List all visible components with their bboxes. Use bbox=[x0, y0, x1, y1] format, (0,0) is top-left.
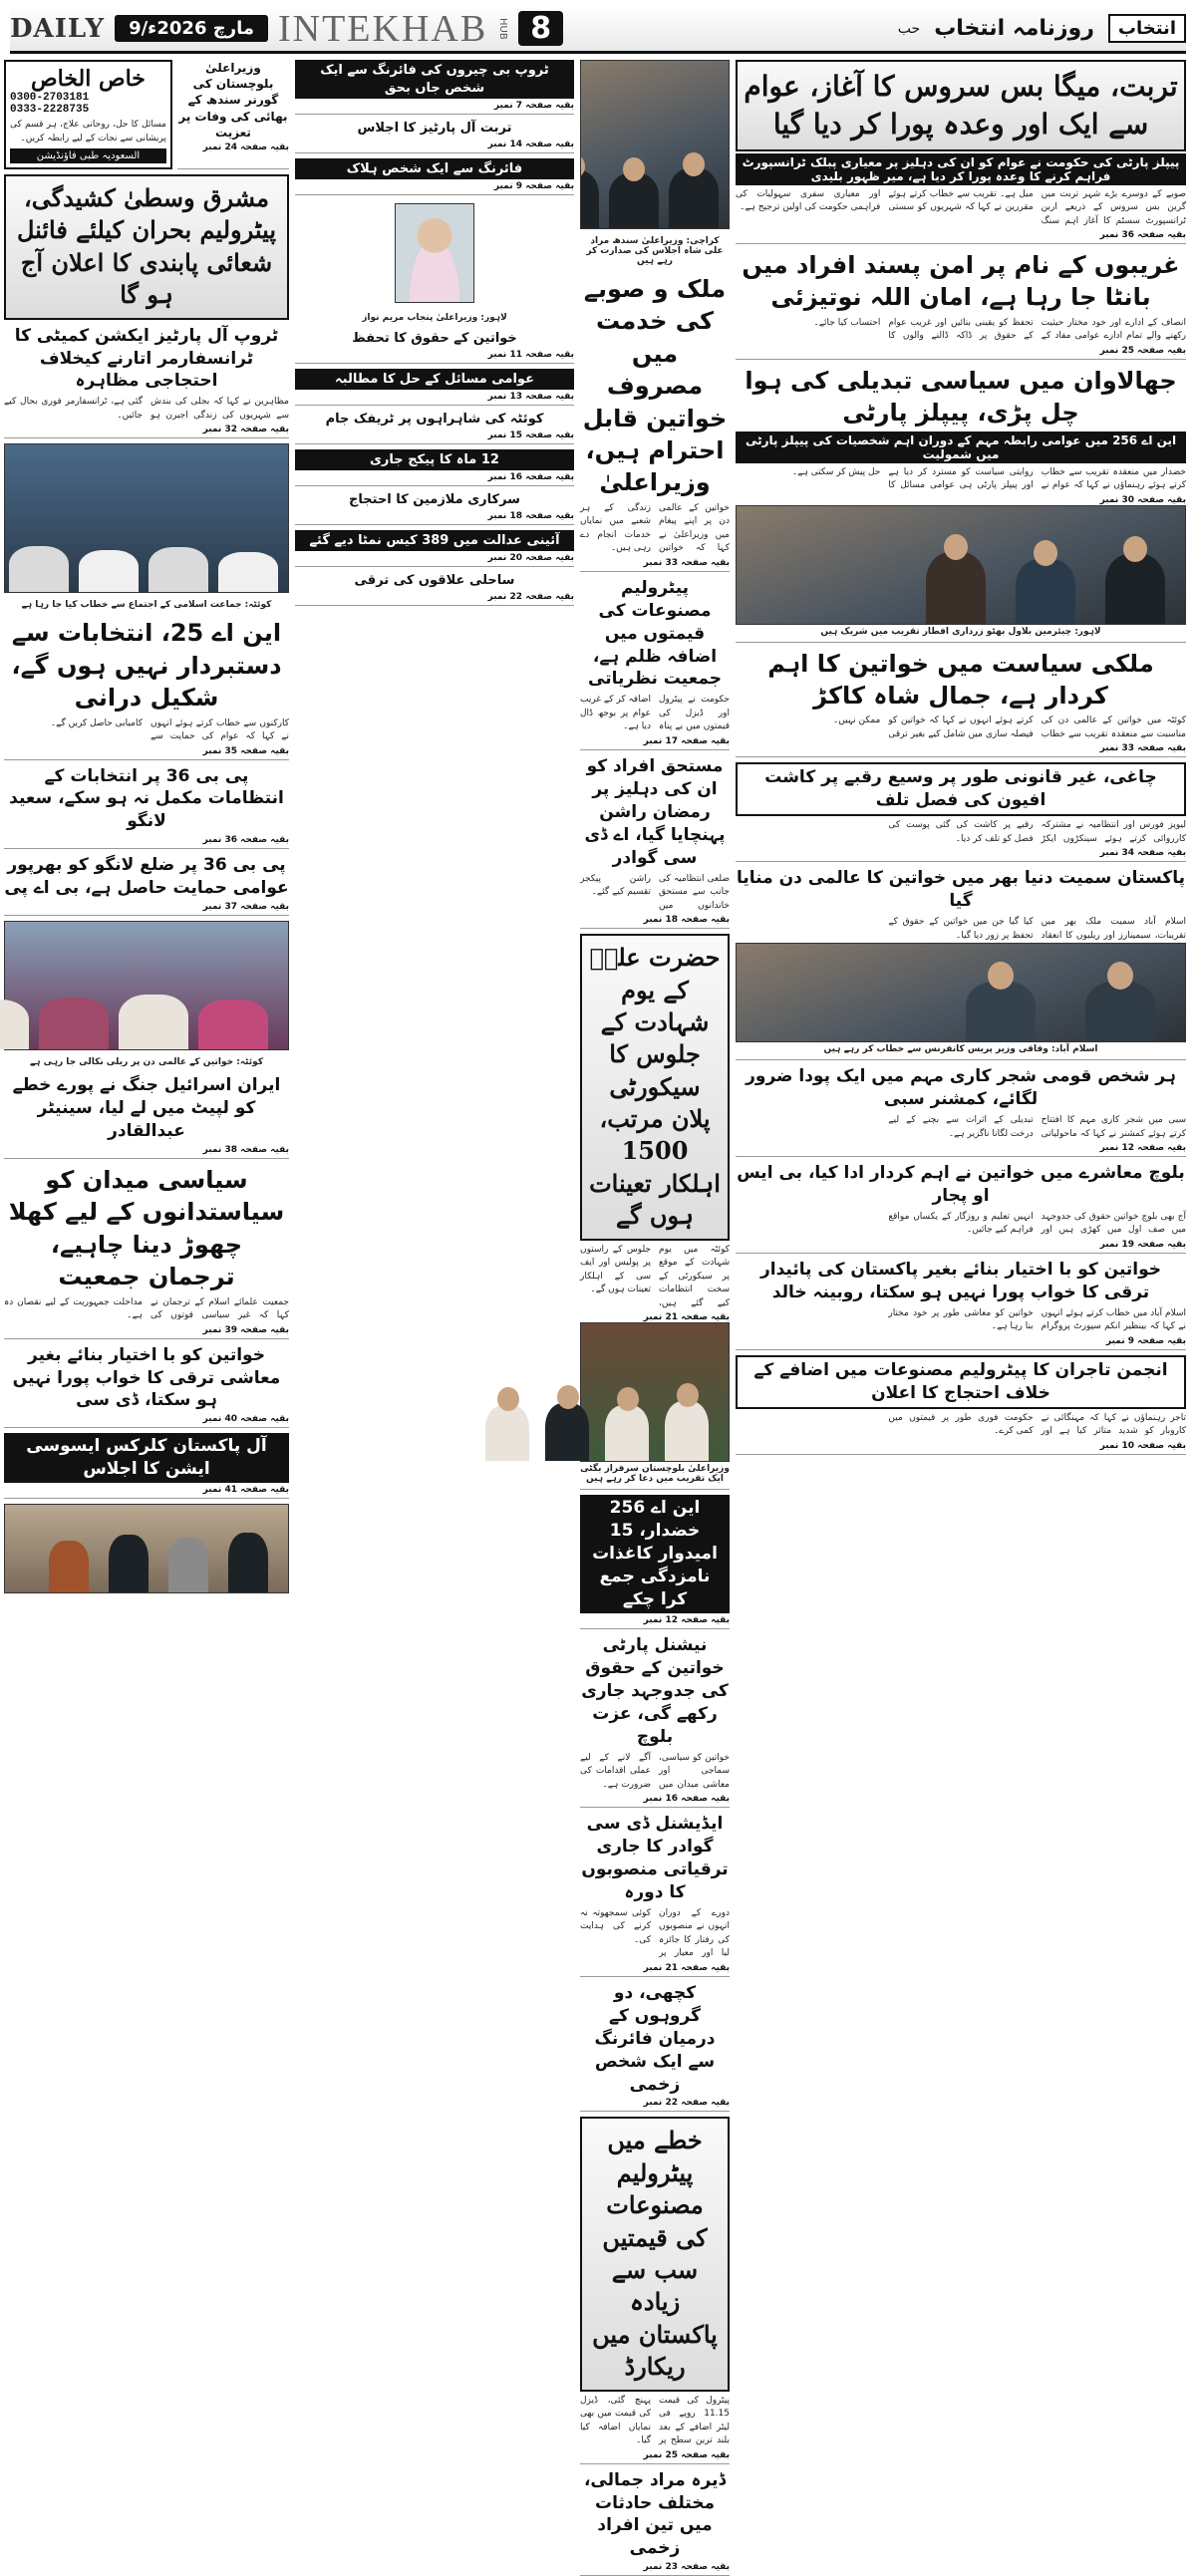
story-continued: بقیہ صفحہ 33 نمبر bbox=[643, 557, 730, 568]
story-mr-6 bbox=[580, 1813, 730, 1977]
brief-continued: بقیہ صفحہ 18 نمبر bbox=[487, 510, 574, 521]
left-top-row bbox=[4, 60, 289, 169]
photo-caption: وزیراعلیٰ بلوچستان سرفراز بگٹی ایک تقریب میں دعا کر رہے ہیں bbox=[580, 1464, 730, 1485]
brief-continued: بقیہ صفحہ 7 نمبر bbox=[493, 101, 574, 112]
story-headline: ملک و صوبے کی خدمت میں مصروف خواتین قابل احترام ہیں، وزیراعلیٰ bbox=[582, 275, 728, 497]
story-headline: ایران اسرائیل جنگ نے پورے خطے کو لپیٹ میں لے لیا، سینیٹر عبدالقادر bbox=[12, 1075, 281, 1142]
column-mid-right bbox=[580, 60, 730, 2576]
story-headline: حضرت علیؑ کے یوم شہادت کے جلوس کا سیکورٹی پلان مرتب، 1500 اہلکار تعینات ہوں گے bbox=[580, 934, 730, 1241]
story-right-4 bbox=[736, 648, 1186, 758]
photo-press-conference bbox=[736, 943, 1186, 1042]
story-body: اسلام آباد میں خطاب کرتے ہوئے انہوں نے کہا کہ بینظیر انکم سپورٹ پروگرام خواتین کو معاشی طور پر خود مختار بنا رہا ہے۔ bbox=[888, 1307, 1186, 1332]
story-body: سبی میں شجر کاری مہم کا افتتاح کرتے ہوئے کمشنر نے کہا کہ ماحولیاتی تبدیلی کے اثرات سے بچنے کے لیے درخت لگانا ناگزیر ہے۔ bbox=[888, 1115, 1186, 1139]
story-left-6 bbox=[4, 1164, 289, 1339]
story-mr-5 bbox=[580, 1634, 730, 1808]
story-mr-2 bbox=[580, 577, 730, 750]
story-body: خواتین کے عالمی دن پر اپنے پیغام میں وزیراعلیٰ نے کہا کہ خواتین زندگی کے ہر شعبے میں نمایاں خدمات انجام دے رہی ہیں۔ bbox=[580, 502, 730, 554]
story-mr-7 bbox=[580, 1982, 730, 2113]
story-headline: پاکستان سمیت دنیا بھر میں خواتین کا عالمی دن منایا گیا bbox=[737, 868, 1185, 912]
masthead-daily: DAILY bbox=[10, 13, 106, 44]
brief-4 bbox=[295, 369, 574, 407]
ad-phone-1[interactable]: 0300-2703181 bbox=[10, 92, 90, 104]
story-headline: غریبوں کے نام پر امن پسند افراد میں بانٹا جا رہا ہے، امان اللہ نوتیزئی bbox=[742, 251, 1180, 312]
story-left-3 bbox=[4, 765, 289, 850]
column-right bbox=[736, 60, 1186, 2576]
story-headline: ہر شخص قومی شجر کاری مہم میں ایک پودا ضرور لگائے، کمشنر سبی bbox=[746, 1066, 1176, 1110]
photo-caption: کوئٹہ: خواتین کے عالمی دن پر ریلی نکالی جا رہی ہے bbox=[29, 1057, 264, 1068]
story-headline: پیٹرولیم مصنوعات کی قیمتوں میں اضافہ ظلم ہے، جمعیت نظریاتی bbox=[588, 577, 722, 690]
brief-continued: بقیہ صفحہ 20 نمبر bbox=[487, 553, 574, 564]
story-mr-8 bbox=[580, 2117, 730, 2463]
story-headline: سیاسی میدان کو سیاستدانوں کے لیے کھلا چھوڑ دینا چاہیے، ترجمان جمعیت bbox=[8, 1166, 285, 1291]
story-headline: نیشنل پارٹی خواتین کے حقوق کی جدوجہد جاری رکھے گی، عزت بلوچ bbox=[581, 1634, 729, 1747]
story-continued: بقیہ صفحہ 9 نمبر bbox=[1105, 1335, 1186, 1346]
story-left-7 bbox=[4, 1344, 289, 1429]
story-continued: بقیہ صفحہ 23 نمبر bbox=[643, 2562, 730, 2573]
brief-continued: بقیہ صفحہ 14 نمبر bbox=[487, 139, 574, 149]
photo-caption: لاہور: چیئرمین بلاول بھٹو زرداری افطار تقریب میں شریک ہیں bbox=[820, 626, 1101, 637]
story-body: اسلام آباد سمیت ملک بھر میں تقریبات، سیمینارز اور ریلیوں کا انعقاد کیا گیا جن میں خواتین کے حقوق کے تحفظ پر زور دیا گیا۔ bbox=[888, 917, 1186, 941]
story-body: مظاہرین نے کہا کہ بجلی کی بندش سے شہریوں کی زندگی اجیرن ہو گئی ہے، ٹرانسفارمر فوری بحال کیے جائیں۔ bbox=[4, 397, 289, 421]
masthead-hub: HUB bbox=[497, 17, 509, 40]
story-right-3 bbox=[736, 365, 1186, 643]
ad-title: خاص الخاص bbox=[31, 66, 146, 92]
photo-rally bbox=[4, 921, 289, 1050]
story-continued: بقیہ صفحہ 38 نمبر bbox=[202, 1145, 289, 1156]
brief-3 bbox=[295, 330, 574, 364]
story-headline: ایڈیشنل ڈی سی گوادر کا جاری ترقیاتی منصوبوں کا دورہ bbox=[581, 1814, 729, 1902]
story-headline: ملکی سیاست میں خواتین کا اہم کردار ہے، جمال شاہ کاکڑ bbox=[767, 649, 1154, 711]
story-mr-wide bbox=[580, 934, 730, 1490]
story-right-6 bbox=[736, 867, 1186, 1060]
story-continued: بقیہ صفحہ 22 نمبر bbox=[643, 2098, 730, 2109]
brief-continued: بقیہ صفحہ 11 نمبر bbox=[487, 349, 574, 360]
story-continued: بقیہ صفحہ 37 نمبر bbox=[202, 902, 289, 913]
ad-body: مسائل کا حل، روحانی علاج، ہر قسم کی پریشانی سے نجات کے لیے رابطہ کریں۔ bbox=[10, 120, 166, 143]
story-body: کوئٹہ میں خواتین کے عالمی دن کی مناسبت سے منعقدہ تقریب سے خطاب کرتے ہوئے انہوں نے کہا کہ خواتین کو فیصلہ سازی میں شامل کیے بغیر ترقی ممکن نہیں۔ bbox=[833, 716, 1186, 739]
story-continued: بقیہ صفحہ 30 نمبر bbox=[1099, 494, 1186, 505]
column-left bbox=[4, 60, 289, 2576]
lead-subheadline: پیپلز پارٹی کی حکومت نے عوام کو ان کی دہلیز پر معیاری پبلک ٹرانسپورٹ فراہم کرنے کا وعدہ پورا کر دیا ہے، میر ظہور بلیدی bbox=[736, 153, 1186, 185]
story-continued: بقیہ صفحہ 41 نمبر bbox=[202, 1485, 289, 1496]
story-left-5 bbox=[4, 1074, 289, 1159]
story-body: خضدار میں منعقدہ تقریب سے خطاب کرتے ہوئے رہنماؤں نے کہا کہ عوام نے روایتی سیاست کو مسترد کر دیا ہے اور پیپلز پارٹی ہی عوامی مسائل کا حل پیش کر سکتی ہے۔ bbox=[792, 466, 1186, 491]
masthead-city: حب bbox=[897, 20, 921, 37]
story-headline: وزیراعلیٰ بلوچستان کی گورنر سندھ کے بھائی کی وفات پر تعزیت bbox=[178, 61, 288, 140]
story-continued: بقیہ صفحہ 40 نمبر bbox=[202, 1414, 289, 1425]
story-body: کارکنوں سے خطاب کرتے ہوئے انہوں نے کہا کہ عوام کی حمایت سے کامیابی حاصل کریں گے۔ bbox=[50, 717, 289, 742]
column-mid bbox=[295, 60, 574, 2576]
story-headline: خواتین کو با اختیار بنائے بغیر معاشی ترقی کا خواب پورا نہیں ہو سکتا، ڈی سی bbox=[12, 1344, 281, 1411]
story-mr-3 bbox=[580, 755, 730, 929]
story-headline: خطے میں پیٹرولیم مصنوعات کی قیمتیں سب سے زیادہ پاکستان میں ریکارڈ bbox=[580, 2117, 730, 2391]
story-continued: بقیہ صفحہ 21 نمبر bbox=[643, 1312, 730, 1323]
photo-caption: اسلام آباد: وفاقی وزیر پریس کانفرنس سے خطاب کر رہے ہیں bbox=[823, 1044, 1098, 1055]
story-body: خواتین کو سیاسی، سماجی اور معاشی میدان میں آگے لانے کے لیے عملی اقدامات کی ضرورت ہے۔ bbox=[580, 1752, 730, 1790]
story-headline: این اے 256 خضدار، 15 امیدوار کاغذات نامزدگی جمع کرا چکے bbox=[580, 1495, 730, 1613]
photo-prayer bbox=[580, 1322, 730, 1462]
story-left-1 bbox=[4, 325, 289, 439]
brief-1 bbox=[295, 120, 574, 153]
portrait-photo bbox=[395, 203, 474, 303]
story-headline: جھالاوان میں سیاسی تبدیلی کی ہوا چل پڑی، پیپلز پارٹی bbox=[745, 366, 1177, 428]
lead-headline: تربت، میگا بس سروس کا آغاز، عوام سے ایک اور وعدہ پورا کر دیا گیا bbox=[736, 60, 1186, 151]
masthead-name-ur: روزنامہ انتخاب bbox=[934, 16, 1094, 41]
photo-caption: کوئٹہ: جماعت اسلامی کے اجتماع سے خطاب کیا جا رہا ہے bbox=[21, 600, 272, 611]
brief-continued: بقیہ صفحہ 13 نمبر bbox=[487, 392, 574, 403]
story-body: تاجر رہنماؤں نے کہا کہ مہنگائی نے کاروبار کو شدید متاثر کیا ہے اور حکومت فوری طور پر قیمتوں میں کمی کرے۔ bbox=[888, 1412, 1186, 1437]
photo-meeting bbox=[580, 60, 730, 229]
story-continued: بقیہ صفحہ 25 نمبر bbox=[643, 2449, 730, 2460]
story-continued: بقیہ صفحہ 25 نمبر bbox=[1099, 345, 1186, 356]
masthead-logo: انتخاب bbox=[1108, 14, 1186, 43]
masthead-left bbox=[10, 7, 563, 51]
ad-footer: السعودیہ طبی فاؤنڈیشن bbox=[10, 148, 166, 163]
brief-headline: عوامی مسائل کے حل کا مطالبہ bbox=[295, 369, 574, 391]
classified-ad bbox=[4, 60, 172, 169]
brief-5 bbox=[295, 411, 574, 444]
columns-grid bbox=[4, 60, 1186, 2573]
lead-continued: بقیہ صفحہ 36 نمبر bbox=[1099, 230, 1186, 241]
story-continued: بقیہ صفحہ 34 نمبر bbox=[1099, 848, 1186, 859]
masthead-date: 9/مارچ 2026ء bbox=[115, 15, 268, 42]
story-headline: پی بی 36 پر انتخابات کے انتظامات مکمل نہ ہو سکے، سعید لانگو bbox=[9, 765, 284, 832]
story-headline: این اے 25، انتخابات سے دستبردار نہیں ہوں گے، شکیل درانی bbox=[11, 619, 282, 713]
story-continued: بقیہ صفحہ 36 نمبر bbox=[202, 835, 289, 846]
story-right-8 bbox=[736, 1162, 1186, 1254]
brief-0 bbox=[295, 60, 574, 115]
brief-headline: ساحلی علاقوں کی ترقی bbox=[354, 573, 515, 589]
story-body: حکومت نے پیٹرول اور ڈیزل کی قیمتوں میں بے پناہ اضافہ کر کے غریب عوام پر بوجھ ڈال دیا ہے۔ bbox=[580, 695, 730, 732]
brief-8 bbox=[295, 530, 574, 568]
brief-headline: 12 ماہ کا پیکج جاری bbox=[295, 449, 574, 471]
brief-continued: بقیہ صفحہ 15 نمبر bbox=[487, 429, 574, 440]
story-mr-4 bbox=[580, 1495, 730, 1629]
story-continued: بقیہ صفحہ 10 نمبر bbox=[1099, 1440, 1186, 1451]
masthead-right bbox=[898, 14, 1186, 43]
brief-headline: فائرنگ سے ایک شخص ہلاک bbox=[295, 158, 574, 180]
story-continued: بقیہ صفحہ 35 نمبر bbox=[202, 745, 289, 756]
story-continued: بقیہ صفحہ 24 نمبر bbox=[202, 142, 289, 152]
story-left-8 bbox=[4, 1433, 289, 1499]
story-headline: بلوچ معاشرے میں خواتین نے اہم کردار ادا کیا، بی ایس او پجار bbox=[737, 1163, 1185, 1206]
masthead-name-en: INTEKHAB bbox=[278, 7, 488, 50]
story-headline: مستحق افراد کو ان کی دہلیز پر رمضان راشن پہنچایا گیا، اے ڈی سی گوادر bbox=[584, 755, 726, 868]
story-continued: بقیہ صفحہ 16 نمبر bbox=[643, 1794, 730, 1804]
story-headline: آل پاکستان کلرکس ایسوسی ایشن کا اجلاس bbox=[4, 1433, 289, 1483]
story-right-9 bbox=[736, 1259, 1186, 1350]
story-right-5 bbox=[736, 762, 1186, 862]
story-body: انصاف کے ادارے اور خود مختار حیثیت رکھنے والے تمام ادارے عوامی مفاد کے تحفظ کو یقینی بنائیں اور غریب عوام کے حقوق پر ڈاکہ ڈالنے والوں کا احتساب کیا جائے۔ bbox=[813, 317, 1186, 342]
story-left-2 bbox=[4, 617, 289, 759]
story-headline: پی بی 36 پر ضلع لانگو کو بھرپور عوامی حمایت حاصل ہے، بی اے پی bbox=[4, 855, 289, 899]
story-body: پیٹرول کی قیمت 11.15 روپے فی لیٹر اضافے کے بعد بلند ترین سطح پر پہنچ گئی، ڈیزل کی قیمت میں بھی نمایاں اضافہ کیا گیا۔ bbox=[580, 2395, 730, 2446]
story-continued: بقیہ صفحہ 19 نمبر bbox=[1099, 1239, 1186, 1250]
photo-gathering bbox=[4, 443, 289, 593]
brief-2 bbox=[295, 158, 574, 196]
story-body: دورے کے دوران انہوں نے منصوبوں کی رفتار کا جائزہ لیا اور معیار پر کوئی سمجھوتہ نہ کرنے کی ہدایت کی۔ bbox=[580, 1907, 730, 1959]
story-continued: بقیہ صفحہ 32 نمبر bbox=[202, 425, 289, 435]
brief-headline: خواتین کے حقوق کا تحفظ bbox=[352, 331, 517, 347]
story-continued: بقیہ صفحہ 12 نمبر bbox=[1099, 1143, 1186, 1154]
story-body: آج بھی بلوچ خواتین حقوق کی جدوجہد میں صف اول میں کھڑی ہیں اور انہیں تعلیم و روزگار کے یکساں مواقع فراہم کیے جائیں۔ bbox=[888, 1211, 1186, 1236]
story-continued: بقیہ صفحہ 17 نمبر bbox=[643, 735, 730, 746]
story-continued: بقیہ صفحہ 39 نمبر bbox=[202, 1324, 289, 1335]
brief-headline: سرکاری ملازمین کا احتجاج bbox=[349, 492, 520, 508]
story-headline: ٹروپ آل پارٹیز ایکشن کمیٹی کا ٹرانسفارمر اتارنے کیخلاف احتجاجی مظاہرہ bbox=[14, 325, 279, 392]
story-right-10 bbox=[736, 1355, 1186, 1455]
lead-body: صوبے کے دوسرے بڑے شہر تربت میں گرین بس سروس کے ذریعے اربن ٹرانسپورٹ سسٹم کا آغاز اہم سنگ میل ہے۔ تقریب سے خطاب کرتے ہوئے مقررین نے کہا کہ شہریوں کو سستی اور معیاری سفری سہولیات کی فراہمی حکومت کی اولین ترجیح ہے۔ bbox=[736, 188, 1186, 226]
photo-ration-distribution bbox=[4, 1504, 289, 1593]
story-continued: بقیہ صفحہ 18 نمبر bbox=[643, 915, 730, 926]
brief-headline: کوئٹہ کی شاہراہوں پر ٹریفک جام bbox=[325, 412, 544, 428]
story-continued: بقیہ صفحہ 33 نمبر bbox=[1099, 743, 1186, 754]
story-mr-9 bbox=[580, 2469, 730, 2576]
story-body: ضلعی انتظامیہ کی جانب سے مستحق خاندانوں میں راشن پیکجز تقسیم کیے گئے۔ bbox=[580, 873, 730, 911]
story-subheadline: این اے 256 میں عوامی رابطہ مہم کے دوران اہم شخصیات کی پیپلز پارٹی میں شمولیت bbox=[736, 431, 1186, 463]
story-headline: خواتین کو با اختیار بنائے بغیر پاکستان کی پائیدار ترقی کا خواب پورا نہیں ہو سکتا، روبینہ خالد bbox=[759, 1259, 1162, 1302]
brief-headline: ٹروپ بی چیروں کی فائرنگ سے ایک شخص جاں بحق bbox=[295, 60, 574, 99]
story-headline: انجمن تاجران کا پیٹرولیم مصنوعات میں اضافے کے خلاف احتجاج کا اعلان bbox=[736, 1355, 1186, 1409]
story-right-2 bbox=[736, 249, 1186, 360]
ad-phone-2[interactable]: 0333-2228735 bbox=[10, 104, 90, 116]
photo-iftar-event bbox=[736, 505, 1186, 625]
story-mr-1 bbox=[580, 273, 730, 572]
left-banner-headline: مشرق وسطیٰ کشیدگی، پیٹرولیم بحران کیلئے فائنل شعائی پابندی کا اعلان آج ہو گا bbox=[4, 174, 289, 320]
story-continued: بقیہ صفحہ 12 نمبر bbox=[643, 1614, 730, 1625]
lead-story bbox=[736, 60, 1186, 244]
page-number: 8 bbox=[518, 11, 563, 46]
story-left-top bbox=[177, 60, 289, 169]
brief-headline: آئینی عدالت میں 389 کیس نمٹا دیے گئے bbox=[295, 530, 574, 552]
brief-continued: بقیہ صفحہ 22 نمبر bbox=[487, 592, 574, 603]
brief-6 bbox=[295, 449, 574, 487]
story-headline: کچھی، دو گروہوں کے درمیان فائرنگ سے ایک شخص زخمی bbox=[594, 1982, 716, 2095]
story-left-4 bbox=[4, 854, 289, 916]
story-headline: چاغی، غیر قانونی طور پر وسیع رقبے پر کاشت افیون کی فصل تلف bbox=[736, 762, 1186, 816]
story-body: لیویز فورس اور انتظامیہ نے مشترکہ کارروائی کرتے ہوئے سینکڑوں ایکڑ رقبے پر کاشت کی گئی پوست کی فصل کو تلف کر دیا۔ bbox=[888, 820, 1186, 844]
story-continued: بقیہ صفحہ 21 نمبر bbox=[643, 1962, 730, 1973]
story-headline: ڈیرہ مراد جمالی، مختلف حادثات میں تین افراد زخمی bbox=[583, 2469, 727, 2559]
story-body: کوئٹہ میں یوم شہادت کے موقع پر سیکورٹی کے سخت انتظامات کیے گئے ہیں، جلوس کے راستوں پر پولیس اور ایف سی کے اہلکار تعینات ہوں گے۔ bbox=[580, 1244, 730, 1308]
brief-continued: بقیہ صفحہ 9 نمبر bbox=[493, 181, 574, 192]
portrait-caption: لاہور: وزیراعلیٰ پنجاب مریم نواز bbox=[362, 313, 507, 324]
masthead bbox=[10, 6, 1186, 54]
brief-headline: تربت آل پارٹیز کا اجلاس bbox=[357, 121, 512, 137]
photo-caption: کراچی: وزیراعلیٰ سندھ مراد علی شاہ اجلاس کی صدارت کر رہے ہیں bbox=[586, 236, 724, 266]
story-body: جمعیت علمائے اسلام کے ترجمان نے کہا کہ غیر سیاسی قوتوں کی مداخلت جمہوریت کے لیے نقصان دہ ہے۔ bbox=[4, 1296, 289, 1321]
story-right-7 bbox=[736, 1065, 1186, 1157]
brief-continued: بقیہ صفحہ 16 نمبر bbox=[487, 472, 574, 483]
brief-9 bbox=[295, 572, 574, 606]
brief-7 bbox=[295, 491, 574, 525]
